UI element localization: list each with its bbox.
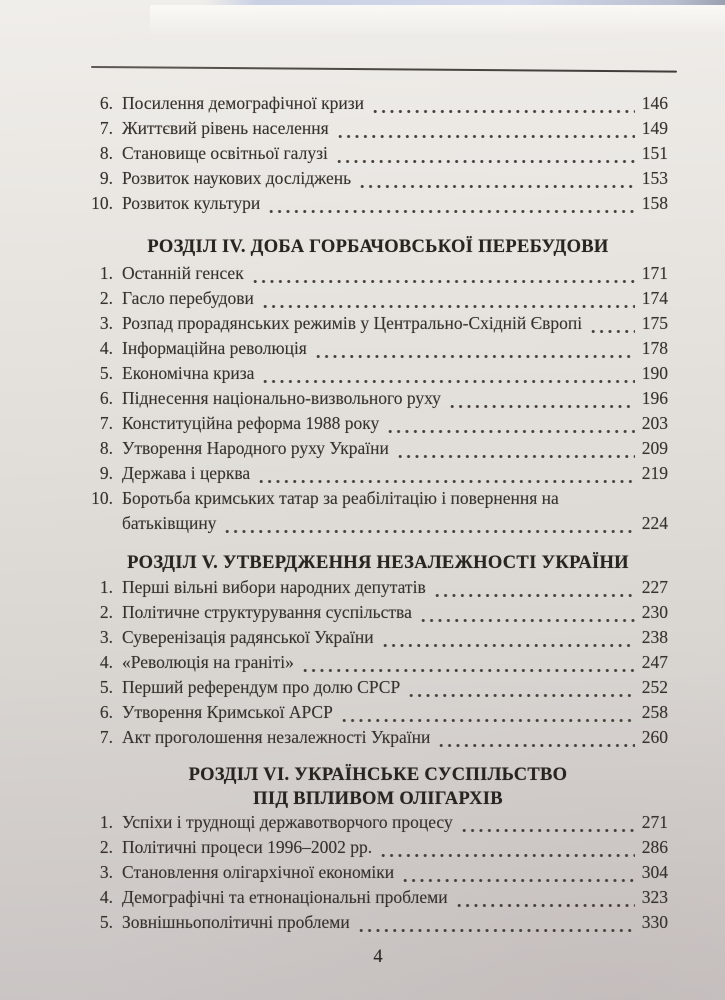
toc-entry [88, 93, 668, 118]
entry-page: 174 [641, 288, 668, 308]
toc-entry [88, 413, 668, 438]
entry-page: 238 [641, 627, 668, 647]
dot-leader [405, 677, 635, 702]
entry-number: 5. [99, 912, 113, 932]
entry-number: 8. [99, 143, 113, 163]
entry-page: 260 [641, 727, 668, 747]
entry-page: 146 [641, 93, 668, 113]
table-of-contents [88, 0, 668, 968]
dot-leader [399, 862, 635, 887]
dot-leader [334, 118, 635, 143]
entry-title: Життєвий рівень населення [122, 118, 329, 138]
entry-number: 2. [99, 288, 113, 308]
entry-title: Успіхи і труднощі державотворчого процесу [122, 812, 453, 832]
entry-title-line2: батьківщину [122, 513, 217, 533]
entry-page: 209 [641, 438, 668, 458]
toc-entry [88, 577, 668, 602]
entry-page: 286 [641, 837, 668, 857]
toc-entry [88, 727, 668, 752]
entry-page: 175 [641, 313, 668, 333]
toc-entry [88, 288, 668, 313]
entry-number: 3. [99, 627, 113, 647]
entry-title: Розвиток культури [122, 193, 261, 213]
entry-page: 247 [641, 652, 668, 672]
entry-title: Політичні процеси 1996–2002 рр. [122, 837, 373, 857]
entry-number: 3. [99, 313, 113, 333]
entry-number: 7. [99, 118, 113, 138]
dot-leader [453, 887, 635, 912]
dot-leader [458, 812, 635, 837]
entry-page: 203 [641, 413, 668, 433]
entry-title: Останній генсек [122, 263, 244, 283]
entry-title: Становище освітньої галузі [122, 143, 328, 163]
entry-title: Інформаційна революція [122, 338, 307, 358]
entry-title: Боротьба кримських татар за реабілітацію і повернення на [122, 488, 559, 508]
toc-entry [88, 363, 668, 388]
entry-number: 7. [99, 413, 113, 433]
entry-title-wrap [122, 513, 668, 538]
dot-leader [221, 513, 635, 538]
entry-number: 6. [99, 702, 113, 722]
toc-entry [88, 193, 668, 218]
toc-entry [88, 812, 668, 837]
entry-title: Суверенізація радянської України [122, 627, 374, 647]
entry-title: Політичне структурування суспільства [122, 602, 412, 622]
entry-number: 1. [99, 812, 113, 832]
entry-number: 5. [99, 677, 113, 697]
toc-entry [88, 837, 668, 862]
entry-page: 258 [641, 702, 668, 722]
entry-number: 9. [99, 168, 113, 188]
toc-entry [88, 338, 668, 363]
toc-entry [88, 313, 668, 338]
toc-entry [88, 677, 668, 702]
entry-page: 171 [641, 263, 668, 283]
entry-title: Піднесення національно-визвольного руху [122, 388, 441, 408]
entry-page: 196 [641, 388, 668, 408]
entry-number: 1. [99, 263, 113, 283]
toc-entry [88, 263, 668, 288]
dot-leader [333, 143, 635, 168]
entry-title: Становлення олігархічної економіки [122, 862, 395, 882]
dot-leader [587, 313, 635, 338]
entry-title: Перші вільні вибори народних депутатів [122, 577, 426, 597]
entry-number: 4. [99, 887, 113, 907]
dot-leader [299, 652, 635, 677]
dot-leader [435, 727, 635, 752]
toc-entry [88, 627, 668, 652]
entry-page: 153 [641, 168, 668, 188]
toc-entry [88, 702, 668, 727]
dot-leader [265, 193, 635, 218]
toc-entry [88, 463, 668, 488]
entry-title: Держава і церква [122, 463, 251, 483]
section-heading-vi-line1: РОЗДІЛ VI. УКРАЇНСЬКЕ СУСПІЛЬСТВО [188, 765, 568, 785]
entry-page: 323 [641, 887, 668, 907]
entry-title: Утворення Народного руху України [122, 438, 389, 458]
section-heading-v: РОЗДІЛ V. УТВЕРДЖЕННЯ НЕЗАЛЕЖНОСТІ УКРАЇНИ [127, 553, 629, 573]
entry-page: 149 [641, 118, 668, 138]
toc-entry [88, 602, 668, 627]
entry-title: Посилення демографічної кризи [122, 93, 365, 113]
dot-leader [446, 388, 635, 413]
toc-entry [88, 168, 668, 193]
entry-title: Утворення Кримської АРСР [122, 702, 333, 722]
entry-title: Акт проголошення незалежності України [122, 727, 431, 747]
entry-page: 271 [641, 812, 668, 832]
entry-title: Гасло перебудови [122, 288, 254, 308]
entry-title: Зовнішньополітичні проблеми [122, 912, 350, 932]
entry-title: Економічна криза [122, 363, 255, 383]
entry-number: 9. [99, 463, 113, 483]
dot-leader [312, 338, 635, 363]
entry-number: 2. [99, 837, 113, 857]
entry-page: 219 [641, 463, 668, 483]
entry-number: 3. [99, 862, 113, 882]
entry-page: 230 [641, 602, 668, 622]
toc-entry [88, 887, 668, 912]
entry-body [122, 488, 668, 538]
dot-leader [379, 627, 635, 652]
section-heading-vi-line2: ПІД ВПЛИВОМ ОЛІГАРХІВ [253, 789, 503, 809]
dot-leader [356, 168, 635, 193]
entry-number: 6. [99, 93, 113, 113]
toc-entry [88, 438, 668, 463]
entry-page: 304 [641, 862, 668, 882]
folio-page-number: 4 [373, 947, 383, 967]
section-heading-vi [88, 763, 668, 811]
entry-number: 2. [99, 602, 113, 622]
toc-entry [88, 862, 668, 887]
dot-leader [249, 263, 635, 288]
entry-page: 158 [641, 193, 668, 213]
section-vi-entries [88, 812, 668, 937]
entry-title: Конституційна реформа 1988 року [122, 413, 380, 433]
entry-page: 151 [641, 143, 668, 163]
entry-page: 224 [641, 513, 668, 533]
dot-leader [338, 702, 635, 727]
dot-leader [369, 93, 635, 118]
entry-number: 8. [99, 438, 113, 458]
entry-page: 330 [641, 912, 668, 932]
section-heading-iv: РОЗДІЛ IV. ДОБА ГОРБАЧОВСЬКОЇ ПЕРЕБУДОВИ [147, 237, 609, 257]
entry-number: 10. [91, 193, 113, 213]
entry-number: 7. [99, 727, 113, 747]
toc-entry [88, 143, 668, 168]
section-v-entries [88, 577, 668, 752]
toc-continued-block [88, 93, 668, 218]
entry-page: 178 [641, 338, 668, 358]
entry-title: Перший референдум про долю СРСР [122, 677, 401, 697]
dot-leader [259, 288, 635, 313]
dot-leader [431, 577, 635, 602]
entry-title: «Революція на граніті» [122, 652, 294, 672]
entry-number: 5. [99, 363, 113, 383]
entry-number: 4. [99, 652, 113, 672]
dot-leader [394, 438, 635, 463]
entry-title: Розвиток наукових досліджень [122, 168, 352, 188]
entry-number: 6. [99, 388, 113, 408]
dot-leader [355, 912, 635, 937]
entry-title: Розпад прорадянських режимів у Центрально-Східній Європі [122, 313, 583, 333]
dot-leader [417, 602, 635, 627]
entry-page: 190 [641, 363, 668, 383]
entry-number: 1. [99, 577, 113, 597]
entry-title: Демографічні та етнонаціональні проблеми [122, 887, 448, 907]
dot-leader [384, 413, 635, 438]
dot-leader [259, 363, 635, 388]
dot-leader [377, 837, 635, 862]
toc-entry [88, 118, 668, 143]
entry-number: 10. [91, 488, 113, 508]
entry-page: 252 [641, 677, 668, 697]
toc-entry [88, 912, 668, 937]
entry-number: 4. [99, 338, 113, 358]
section-iv-entries [88, 263, 668, 538]
toc-entry [88, 652, 668, 677]
toc-entry [88, 388, 668, 413]
toc-entry-two-line [88, 488, 668, 538]
dot-leader [255, 463, 635, 488]
entry-page: 227 [641, 577, 668, 597]
